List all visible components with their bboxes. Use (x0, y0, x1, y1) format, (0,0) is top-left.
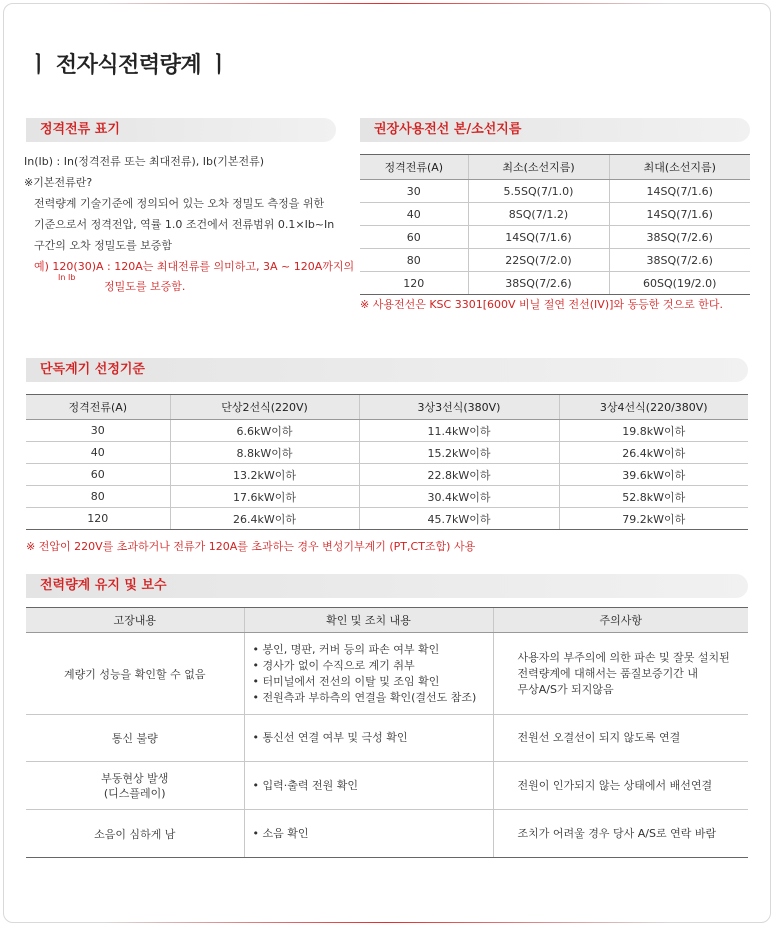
wire-table (360, 154, 750, 295)
action-item: • 봉인, 명판, 커버 등의 파손 여부 확인 (252, 642, 440, 656)
action-item: • 소음 확인 (252, 826, 309, 840)
rated-current-line-5: 구간의 오차 정밀도를 보증함 (34, 239, 173, 252)
table-cell: 79.2kW이하 (559, 508, 748, 530)
table-cell: 14SQ(7/1.6) (609, 180, 750, 203)
fault-line: 부동현상 발생 (101, 771, 169, 785)
note-line: 전원이 인가되지 않는 상태에서 배선연결 (517, 778, 713, 792)
standalone-col-3p3w: 3상3선식(380V) (359, 395, 559, 420)
table-cell: 8SQ(7/1.2) (468, 203, 609, 226)
section-header-wire: 권장사용전선 본/소선지름 (360, 118, 750, 142)
note-line: 사용자의 부주의에 의한 파손 및 잘못 설치된 (517, 650, 730, 664)
table-cell: 14SQ(7/1.6) (468, 226, 609, 249)
action-cell (244, 715, 493, 762)
note-line: 전원선 오결선이 되지 않도록 연결 (517, 731, 681, 744)
table-cell: 40 (360, 203, 468, 226)
fault-cell (26, 762, 244, 810)
page-title: ㅣ 전자식전력량계 ㅣ (28, 53, 230, 78)
table-cell: 52.8kW이하 (559, 486, 748, 508)
table-cell: 30.4kW이하 (359, 486, 559, 508)
rated-current-line-1: In(Ib) : In(정격전류 또는 최대전류), Ib(기본전류) (24, 155, 265, 168)
table-cell: 19.8kW이하 (559, 420, 748, 442)
note-cell (493, 810, 748, 858)
fault-cell: 소음이 심하게 남 (26, 810, 244, 858)
table-cell: 60SQ(19/2.0) (609, 272, 750, 295)
table-cell: 5.5SQ(7/1.0) (468, 180, 609, 203)
note-cell (493, 715, 748, 762)
table-cell: 30 (360, 180, 468, 203)
action-cell (244, 633, 493, 715)
standalone-note: ※ 전압이 220V를 초과하거나 전류가 120A를 초과하는 경우 변성기부계기 (PT,CT조합) 사용 (26, 540, 476, 553)
table-cell: 120 (360, 272, 468, 295)
table-cell: 13.2kW이하 (170, 464, 359, 486)
wire-col-max: 최대(소선지름) (609, 155, 750, 180)
maintenance-col-action: 확인 및 조치 내용 (244, 608, 493, 633)
table-cell: 120 (26, 508, 170, 530)
note-line: 조치가 어려울 경우 당사 A/S로 연락 바람 (517, 826, 717, 840)
table-cell: 45.7kW이하 (359, 508, 559, 530)
table-cell: 11.4kW이하 (359, 420, 559, 442)
section-header-standalone: 단독계기 선정기준 (26, 358, 748, 382)
rated-current-example-subscript: In Ib (58, 273, 76, 282)
table-cell: 22.8kW이하 (359, 464, 559, 486)
maintenance-col-fault: 고장내용 (26, 608, 244, 633)
action-cell (244, 762, 493, 810)
table-cell: 38SQ(7/2.6) (609, 226, 750, 249)
table-cell: 80 (26, 486, 170, 508)
fault-cell: 계량기 성능을 확인할 수 없음 (26, 633, 244, 715)
wire-note: ※ 사용전선은 KSC 3301[600V 비닐 절연 전선(IV)]와 동등한 것으로 한다. (360, 298, 724, 311)
action-cell (244, 810, 493, 858)
frame-accent-top (104, 3, 670, 4)
table-cell: 60 (360, 226, 468, 249)
standalone-col-3p4w: 3상4선식(220/380V) (559, 395, 748, 420)
section-header-rated-current: 정격전류 표기 (26, 118, 336, 142)
rated-current-line-4: 기준으로서 정격전압, 역률 1.0 조건에서 전류범위 0.1×Ib~In (34, 218, 335, 231)
fault-line: (디스플레이) (103, 786, 166, 800)
maintenance-table (26, 607, 748, 858)
rated-current-example-2: 정밀도를 보증함. (104, 280, 186, 293)
rated-current-example-1: 예) 120(30)A : 120A는 최대전류를 의미하고, 3A ~ 120A까지의 (34, 260, 355, 273)
table-cell: 80 (360, 249, 468, 272)
action-item: • 통신선 연결 여부 및 극성 확인 (252, 731, 408, 744)
table-cell: 14SQ(7/1.6) (609, 203, 750, 226)
action-item: • 터미널에서 전선의 이탈 및 조임 확인 (252, 674, 440, 688)
standalone-col-rated: 정격전류(A) (26, 395, 170, 420)
table-cell: 6.6kW이하 (170, 420, 359, 442)
table-cell: 26.4kW이하 (170, 508, 359, 530)
table-cell: 17.6kW이하 (170, 486, 359, 508)
table-cell: 38SQ(7/2.6) (609, 249, 750, 272)
rated-current-line-3: 전력량계 기술기준에 정의되어 있는 오차 정밀도 측정을 위한 (34, 197, 325, 210)
standalone-col-single: 단상2선식(220V) (170, 395, 359, 420)
table-cell: 30 (26, 420, 170, 442)
rated-current-line-2: ※기본전류란? (24, 176, 93, 189)
maintenance-col-notes: 주의사항 (493, 608, 748, 633)
table-cell: 40 (26, 442, 170, 464)
wire-col-min: 최소(소선지름) (468, 155, 609, 180)
table-cell: 15.2kW이하 (359, 442, 559, 464)
table-cell: 39.6kW이하 (559, 464, 748, 486)
action-item: • 입력·출력 전원 확인 (252, 778, 358, 792)
standalone-table (26, 394, 748, 530)
section-header-maintenance: 전력량계 유지 및 보수 (26, 574, 748, 598)
fault-cell: 통신 불량 (26, 715, 244, 762)
table-cell: 38SQ(7/2.6) (468, 272, 609, 295)
note-line: 전력량계에 대해서는 품질보증기간 내 (517, 666, 699, 680)
table-cell: 26.4kW이하 (559, 442, 748, 464)
table-cell: 22SQ(7/2.0) (468, 249, 609, 272)
wire-col-rated: 정격전류(A) (360, 155, 468, 180)
table-cell: 60 (26, 464, 170, 486)
frame-accent-bottom (104, 922, 670, 923)
note-cell (493, 762, 748, 810)
note-cell (493, 633, 748, 715)
action-item: • 경사가 없이 수직으로 계기 취부 (252, 658, 415, 672)
action-item: • 전원측과 부하측의 연결을 확인(결선도 참조) (252, 690, 477, 704)
table-cell: 8.8kW이하 (170, 442, 359, 464)
note-line: 무상A/S가 되지않음 (517, 682, 614, 696)
